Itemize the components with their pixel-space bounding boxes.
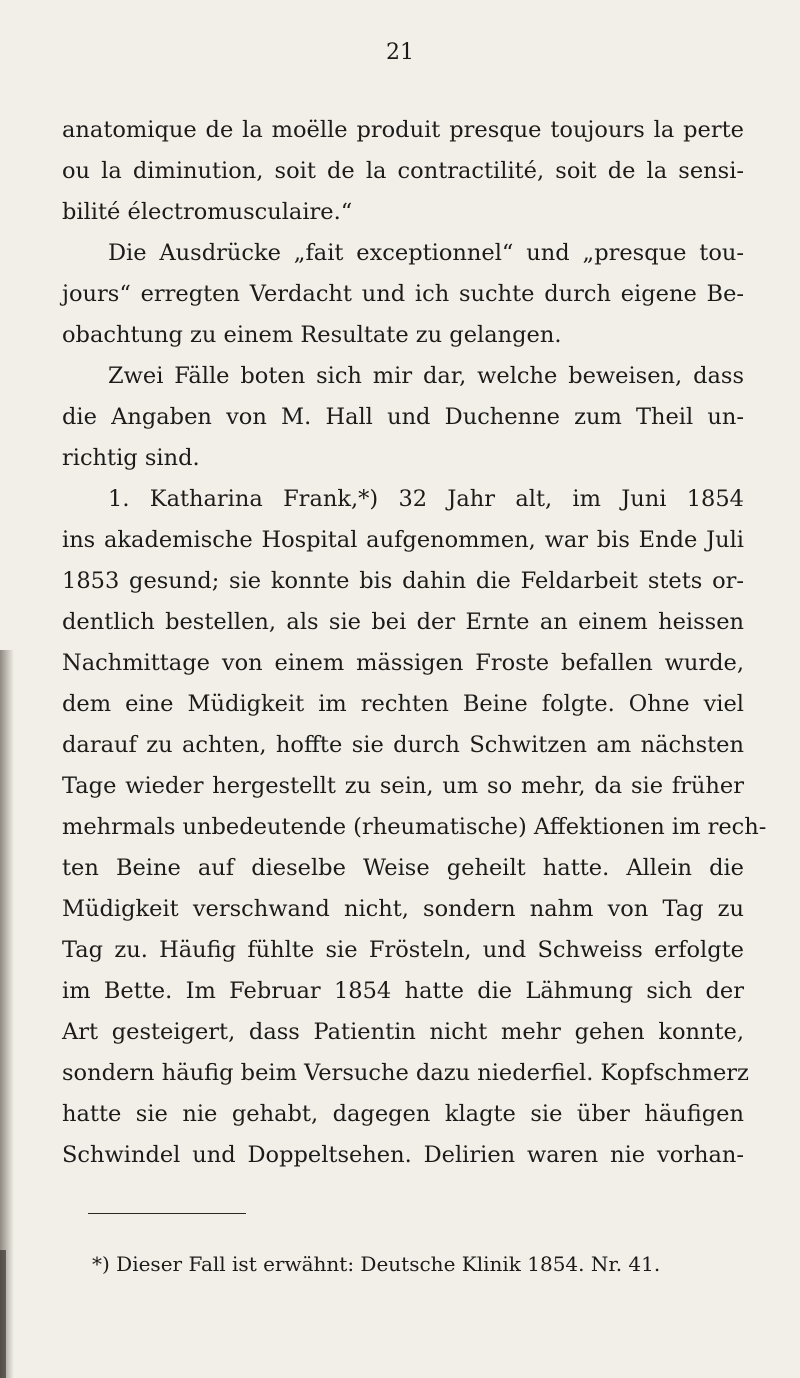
- text-line: ins akademische Hospital aufgenommen, war bis Ende Juli: [62, 527, 744, 553]
- text-line: Tage wieder hergestellt zu sein, um so mehr, da sie früher: [62, 773, 744, 799]
- text-line: im Bette. Im Februar 1854 hatte die Lähmung sich der: [62, 978, 744, 1004]
- text-line: bilité électromusculaire.“: [62, 199, 353, 225]
- text-line: mehrmals unbedeutende (rheumatische) Affektionen im rech-: [62, 814, 767, 840]
- text-line: richtig sind.: [62, 445, 200, 471]
- text-line: Schwindel und Doppeltsehen. Delirien waren nie vorhan-: [62, 1142, 744, 1168]
- text-line: Tag zu. Häufig fühlte sie Frösteln, und Schweiss erfolgte: [62, 937, 744, 963]
- text-line: hatte sie nie gehabt, dagegen klagte sie über häufigen: [62, 1101, 744, 1127]
- binding-edge: [0, 1250, 6, 1378]
- text-line: anatomique de la moëlle produit presque toujours la perte: [62, 117, 744, 143]
- text-line: darauf zu achten, hoffte sie durch Schwitzen am nächsten: [62, 732, 744, 758]
- text-line: Art gesteigert, dass Patientin nicht mehr gehen konnte,: [62, 1019, 744, 1045]
- text-line: 1853 gesund; sie konnte bis dahin die Feldarbeit stets or-: [62, 568, 744, 594]
- text-line: Zwei Fälle boten sich mir dar, welche beweisen, dass: [108, 363, 744, 389]
- footnote-divider: [88, 1213, 246, 1214]
- text-line: sondern häufig beim Versuche dazu niederfiel. Kopfschmerz: [62, 1060, 749, 1086]
- text-line: Die Ausdrücke „fait exceptionnel“ und „presque tou-: [108, 240, 744, 266]
- text-line: obachtung zu einem Resultate zu gelangen.: [62, 322, 562, 348]
- body-text: [62, 110, 767, 1176]
- text-line: Nachmittage von einem mässigen Froste befallen wurde,: [62, 650, 744, 676]
- text-line: jours“ erregten Verdacht und ich suchte durch eigene Be-: [62, 281, 744, 307]
- text-line: Müdigkeit verschwand nicht, sondern nahm von Tag zu: [62, 896, 744, 922]
- text-line: dentlich bestellen, als sie bei der Ernte an einem heissen: [62, 609, 744, 635]
- footnote: *) Dieser Fall ist erwähnt: Deutsche Klinik 1854. Nr. 41.: [92, 1252, 661, 1276]
- text-line: 1. Katharina Frank,*) 32 Jahr alt, im Juni 1854: [108, 486, 744, 512]
- text-line: dem eine Müdigkeit im rechten Beine folgte. Ohne viel: [62, 691, 744, 717]
- text-line: ten Beine auf dieselbe Weise geheilt hatte. Allein die: [62, 855, 744, 881]
- text-line: ou la diminution, soit de la contractilité, soit de la sensi-: [62, 158, 744, 184]
- page-number: 21: [386, 40, 414, 65]
- text-line: die Angaben von M. Hall und Duchenne zum Theil un-: [62, 404, 744, 430]
